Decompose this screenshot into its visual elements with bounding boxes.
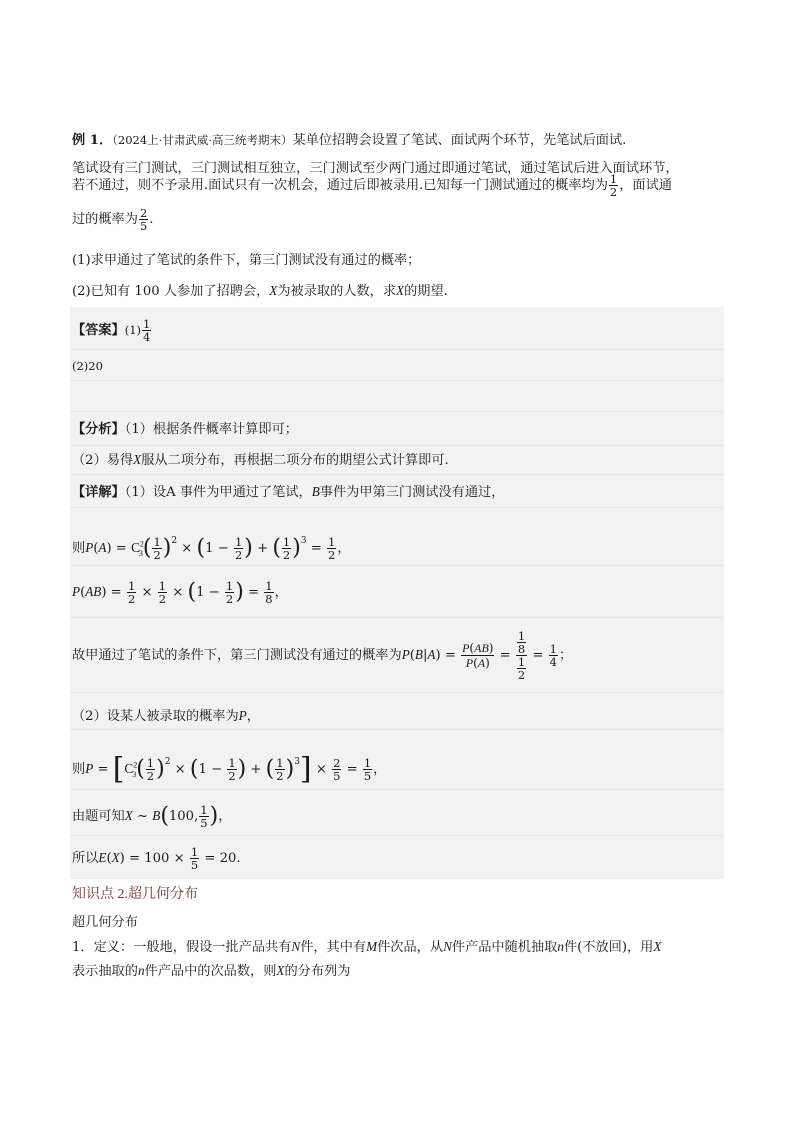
example-label: 例 1． — [72, 133, 113, 148]
analysis-line-1: 【分析】（1）根据条件概率计算即可； — [72, 422, 298, 437]
example-line-1 — [72, 131, 626, 150]
fraction-quarter: $\frac{1}{4}$ — [143, 317, 151, 344]
example-line-2: 笔试设有三门测试，三门测试相互独立，三门测试至少两门通过即通过笔试，通过笔试后进入面试环节， — [72, 161, 679, 176]
definition-line-1: 1．定义：一般地，假设一批产品共有N件，其中有M件次品，从N件产品中随机抽取n件(不放回)，用X — [72, 939, 662, 955]
detail-label: 【详解】 — [72, 485, 125, 500]
detail-line-1: 【详解】（1）设A 事件为甲通过了笔试，B事件为甲第三门测试没有通过， — [72, 484, 505, 500]
example-line-4: 过的概率为 $\frac{2}{5}$ . — [72, 206, 154, 233]
knowledge-point-title: 知识点 2.超几何分布 — [72, 887, 198, 902]
analysis-line-2: （2）易得X服从二项分布，再根据二项分布的期望公式计算即可. — [72, 452, 449, 468]
example-line-3 — [72, 172, 672, 200]
analysis-label: 【分析】 — [72, 422, 125, 437]
example-text-4a: 过的概率为 — [72, 212, 138, 227]
equation-p-ab: P(AB) = $\frac{1}{2}$ × $\frac{1}{2}$ × (1 − $\frac{1}{2}$ ) = $\frac{1}{8}$ ， — [72, 579, 288, 606]
equation-p: 则$P = [C^2_3$( $\frac{1}{2}$ )$^2$ × (1 − $\frac{1}{2}$ ) + ( $\frac{1}{2}$ )$^3$] × $\frac{2}{5}$ = $\frac{1}{5}$ ， — [72, 751, 387, 787]
example-source: （2024上·甘肃武威·高三统考期末） — [112, 133, 293, 147]
example-text-1: 某单位招聘会设置了笔试、面试两个环节，先笔试后面试. — [292, 133, 627, 148]
knowledge-point-subtitle: 超几何分布 — [72, 915, 138, 930]
answer-label: 【答案】 — [72, 323, 125, 338]
fraction-two-fifths: $\frac{2}{5}$ — [139, 206, 148, 233]
definition-line-2: 表示抽取的n件产品中的次品数，则X的分布列为 — [72, 963, 351, 979]
answer-line-1: 【答案】(1) $\frac{1}{4}$ — [72, 317, 151, 344]
equation-conditional: 故甲通过了笔试的条件下，第三门测试没有通过的概率为P(B|A) = $\frac{P(AB)}{P(A)}$ = $\frac{\frac{1}{8}}{\frac{1}{2}}$ = $\frac{1}{4}$ ； — [72, 629, 573, 682]
example-text-3b: ，面试通 — [619, 178, 672, 193]
detail-part-2: （2）设某人被录取的概率为P， — [72, 708, 260, 724]
equation-p-a: 则$P(A) = C^2_3$( $\frac{1}{2}$ )$^2$ × (1 − $\frac{1}{2}$ ) + ( $\frac{1}{2}$ )$^3$ = $\frac{1}{2}$ ， — [72, 535, 351, 562]
example-text-3a: 若不通过，则不予录用.面试只有一次机会，通过后即被录用.已知每一门测试通过的概率均为 — [72, 178, 608, 193]
equation-expectation: 所以E(X) = 100 × $\frac{1}{5}$ = 20. — [72, 845, 241, 872]
question-2: (2)已知有 100 人参加了招聘会，X为被录取的人数，求X的期望. — [72, 283, 448, 299]
fraction-half: $\frac{1}{2}$ — [609, 172, 618, 199]
answer-line-2: (2)20 — [72, 359, 103, 373]
question-1: (1)求甲通过了笔试的条件下，第三门测试没有通过的概率； — [72, 253, 421, 268]
equation-binomial: 由题可知X ~ B(100, $\frac{1}{5}$ )， — [72, 803, 232, 830]
